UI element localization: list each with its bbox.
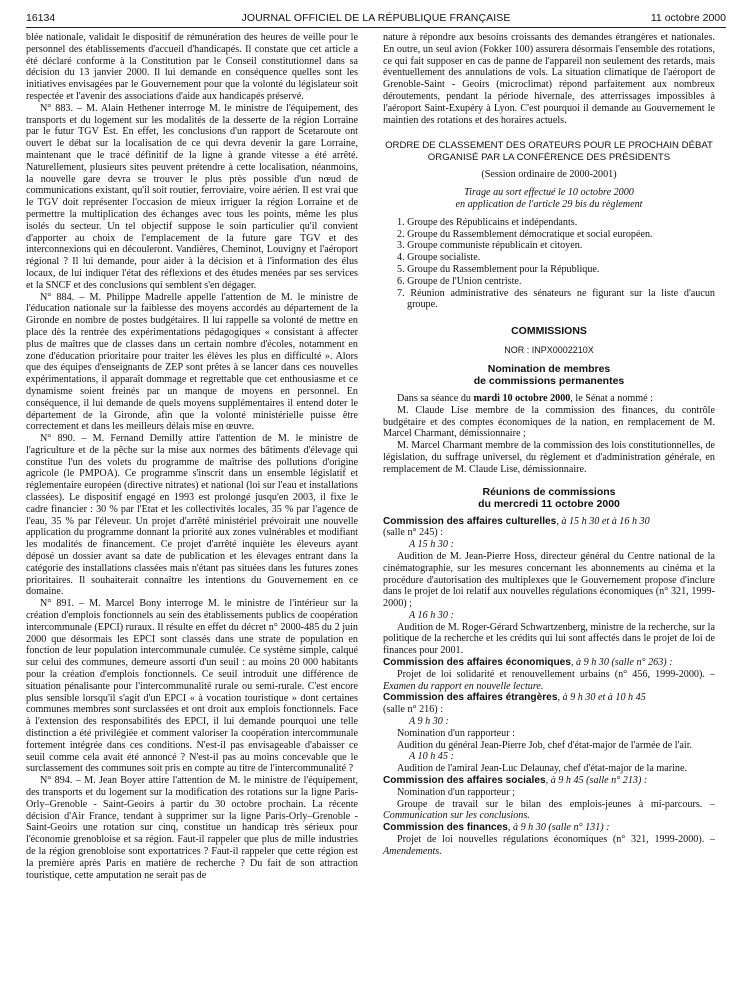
fin-projet: Projet de loi nouvelles régulations économiques (n° 321, 1999-2000). – Amendements. bbox=[383, 834, 715, 857]
eco-projet: Projet de loi solidarité et renouvellement urbains (n° 456, 1999-2000). – Examen du rapport en nouvelle lecture. bbox=[383, 668, 715, 692]
member-nomination: M. Claude Lise membre de la commission des finances, du contrôle budgétaire et des comptes économiques de la nation, en remplacement de M. Marcel Charmant, démissionnaire ; bbox=[383, 404, 715, 440]
list-item: 4. Groupe socialiste. bbox=[397, 252, 481, 264]
audition-delaunay: Audition de l'amiral Jean-Luc Delaunay, chef d'état-major de la marine. bbox=[397, 763, 688, 775]
journal-title: JOURNAL OFFICIEL DE LA RÉPUBLIQUE FRANÇAISE bbox=[241, 12, 511, 24]
question-890: N° 890. – M. Fernand Demilly attire l'attention de M. le ministre de l'agriculture et de la pêche sur la mise aux normes des bâtiments d'élevage qui constitue l'un des volets du programme de maîtrise des pollutions d'origine agricole (le PMPOA). Ce programme s'inscrit dans un ensemble législatif et réglementaire européen (directive nitrates) et national (loi sur l'eau et installations classées). Le dispositif engagé en 1993 est prolongé jusqu'en 2003, il fixe le cadre financier : 30 % par l'Etat et les collectivités locales, 35 % par l'agence de l'eau, 35 % par l'éleveur. Un projet d'arrêté ministériel prévoirait une nouvelle application du programme donnant la priorité aux zones vulnérables et modifiant les modalités de financement. Ce projet d'arrêté inquiète les éleveurs ayant déposé un dossier avant sa date de publication et les élevages entrant dans la catégorie des installations classées mais n'étant pas situées dans les futures zones prioritaires. Il souhaiterait connaître les intentions du Gouvernement en ce domaine. bbox=[26, 433, 358, 598]
commission-sociales: Commission des affaires sociales, à 9 h 45 (salle n° 213) : bbox=[383, 775, 648, 787]
question-884: N° 884. – M. Philippe Madrelle appelle l'attention de M. le ministre de l'éducation nationale sur la faiblesse des moyens accordés au département de la Gironde en nombre de postes budgétaires. Il lui rappelle sa volonté de mettre en place dès la rentrée des expérimentations pédagogiques « consistant à affecter plus de maîtres que de classes dans un certain nombre d'écoles, notamment en zone d'éducation prioritaire pour traiter les élèves les plus en difficulté ». Alors que des équipes d'enseignants de ZEP sont prêtes à se lancer dans ces nouvelles expérimentations, il apparaît dommage et regrettable que cet enthousiasme et ce dynamisme soient freinés par un manque de moyens en personnel. En conséquence, il lui demande de quels moyens supplémentaires il entend doter le département de la Gironde, afin que la volonté ministérielle puisse être correctement et dans les meilleurs délais mise en œuvre. bbox=[26, 291, 358, 433]
groups-list bbox=[383, 217, 715, 311]
time-label: A 9 h 30 : bbox=[409, 716, 449, 728]
issue-date: 11 octobre 2000 bbox=[650, 12, 726, 24]
question-883: N° 883. – M. Alain Hethener interroge M. le ministre de l'équipement, des transports et du logement sur les modalités de la desserte de la région Lorraine par le futur TGV Est. En effet, les conclusions d'un rapport de Scetaroute ont ouvert le débat sur la localisation de ce qui devra devenir la gare Lorraine, maintenant que le tracé définitif de la ligne à grande vitesse a été arrêté. Naturellement, plusieurs sites peuvent prétendre à cette localisation, néanmoins, la nouvelle gare devra se trouver le plus près possible d'un nœud de communications existant, qu'il soit routier, ferroviaire, voire aérien. Il est vrai que le TGV doit représenter l'occasion de mieux irriguer la région Lorraine et de permettre la multiplication des échanges avec tous les points, même les plus isolés du secteur. Un tel objectif suppose le soin particulier qu'il convient d'apporter au choix de l'emplacement de la future gare TGV et des interconnexions qui en découleront. Vandières, Cheminot, Louvigny et l'aéroport régional ? Il lui demande, pour aider à la décision et à l'information des élus locaux, de lui indiquer l'état des réflexions et des études menées par ses services et la SNCF et des conclusions qui semblent s'en dégager. bbox=[26, 102, 358, 291]
reunions-heading-2: du mercredi 11 octobre 2000 bbox=[478, 497, 620, 510]
list-item: 3. Groupe communiste républicain et citoyen. bbox=[397, 240, 583, 252]
nomination-rapporteur: Nomination d'un rapporteur : bbox=[397, 727, 515, 739]
time-label: A 16 h 30 : bbox=[409, 609, 454, 621]
list-item: 5. Groupe du Rassemblement pour la République. bbox=[397, 263, 600, 275]
paragraph: blée nationale, validait le dispositif de rémunération des heures de veille pour le personnel des établissements d'accueil d'handicapés. Il constate que cet article a été déclaré conforme à la Constitution par le Conseil constitutionnel dans sa décision du 13 janvier 2000. Il lui demande en conséquence quelles sont les initiatives envisagées par le Gouvernement pour que la volonté du législateur soit respectée et l'avenir des associations d'aide aux handicapés préservé. bbox=[26, 32, 358, 102]
question-894: N° 894. – M. Jean Boyer attire l'attention de M. le ministre de l'équipement, des transports et du logement sur la modification des rotations sur la ligne Paris-Orly–Grenoble - Saint-Geoirs à partir du 30 octobre prochain. La récente décision d'Air France, tendant à supprimer sur la ligne Paris-Orly–Grenoble - Saint-Geoirs une rotation sur cinq, constitue un handicap très sérieux pour l'économie grenobloise et sa région. Faut-il rappeler que plus de mille industries de la région grenobloise sont exportatrices ? Faut-il rappeler que cette région est la première après Paris en matière de recherche ? Du fait de son attraction touristique, cette amputation ne serait pas de bbox=[26, 775, 358, 881]
list-item: 7. Réunion administrative des sénateurs ne figurant sur la liste d'aucun groupe. bbox=[397, 287, 715, 311]
soc-groupe: Groupe de travail sur le bilan des emplois-jeunes à mi-parcours. – Communication sur les conclusions. bbox=[383, 798, 715, 822]
commission-economiques: Commission des affaires économiques, à 9 h 30 (salle n° 263) : bbox=[383, 657, 673, 669]
paragraph: nature à répondre aux besoins croissants des demandes étrangères et nationales. En outre, un seul avion (Fokker 100) assurera désormais l'ensemble des rotations, ce qui fait supposer en cas de panne de l'appareil non seulement des retards, mais éventuellement des annulations de vols. La situation climatique de l'aéroport de Grenoble-Saint - Geoirs (microclimat) répond parfaitement aux nombreux déroutements, pendant la période hivernale, des atterrissages impossibles à l'aéroport Saint-Exupéry à Lyon. C'est pourquoi il demande au Gouvernement le maintien des rotations et des horaires actuels. bbox=[383, 32, 715, 126]
time-label: A 15 h 30 : bbox=[409, 539, 454, 551]
commission-etrangeres: Commission des affaires étrangères, à 9 h 30 et à 10 h 45 bbox=[383, 692, 646, 704]
audition-job: Audition du général Jean-Pierre Job, chef d'état-major de l'armée de l'air. bbox=[397, 739, 693, 751]
commission-finances: Commission des finances, à 9 h 30 (salle n° 131) : bbox=[383, 822, 610, 834]
session-line: (Session ordinaire de 2000-2001) bbox=[481, 169, 617, 181]
reunions-heading-1: Réunions de commissions bbox=[482, 485, 616, 498]
page-header bbox=[26, 12, 726, 28]
list-item: 2. Groupe du Rassemblement démocratique et social européen. bbox=[397, 228, 653, 240]
member-nomination: M. Marcel Charmant membre de la commission des lois constitutionnelles, de législation, du suffrage universel, du règlement et d'administration générale, en remplacement de M. Claude Lise, démissionnaire. bbox=[383, 440, 715, 475]
audition-hoss: Audition de M. Jean-Pierre Hoss, directeur général du Centre national de la cinématographie, sur les mesures concernant les abonnements au cinéma et la procédure d'autorisation des multiplexes que le Gouvernement propose d'inclure dans le projet de loi relatif aux nouvelles régulations économiques (n° 321, 1999-2000) ; bbox=[383, 550, 715, 610]
tirage-line-2: en application de l'article 29 bis du règlement bbox=[455, 198, 643, 210]
nomination-heading-1: Nomination de membres bbox=[487, 362, 611, 375]
left-column bbox=[26, 32, 358, 881]
seance-paragraph: Dans sa séance du mardi 10 octobre 2000, le Sénat a nommé : bbox=[397, 392, 653, 404]
right-column bbox=[383, 32, 715, 858]
list-item: 1. Groupe des Républicains et indépendants. bbox=[397, 216, 578, 228]
commission-culturelles: Commission des affaires culturelles, à 15 h 30 et à 16 h 30 bbox=[383, 515, 650, 527]
commissions-heading: COMMISSIONS bbox=[511, 325, 587, 338]
audition-schwartzenberg: Audition de M. Roger-Gérard Schwartzenberg, ministre de la recherche, sur la politique de la recherche et les crédits qui lui sont affectés dans le projet de loi de finances pour 2001. bbox=[383, 621, 715, 657]
page-number: 16134 bbox=[26, 12, 56, 24]
room-line: (salle n° 216) : bbox=[383, 704, 444, 716]
room-line: (salle n° 245) : bbox=[383, 527, 444, 539]
time-label: A 10 h 45 : bbox=[409, 751, 454, 763]
ordre-title: ORDRE DE CLASSEMENT DES ORATEURS POUR LE PROCHAIN DÉBAT ORGANISÉ PAR LA CONFÉRENCE DES PRÉSIDENTS bbox=[385, 140, 713, 163]
tirage-line-1: Tirage au sort effectué le 10 octobre 2000 bbox=[464, 187, 634, 199]
header-rule bbox=[26, 27, 726, 28]
nomination-rapporteur: Nomination d'un rapporteur ; bbox=[397, 786, 515, 798]
question-891: N° 891. – M. Marcel Bony interroge M. le ministre de l'intérieur sur la création d'emplois fonctionnels au sein des établissements publics de coopération intercommunale (EPCI) ruraux. Il résulte en effet du décret n° 2000-485 du 2 juin 2000 que désormais les EPCI sont classés dans une strate de population en fonction de leur population intercommunale cumulée. Ce système simple, calqué sur celui des communes, demeure assorti d'un seuil : au moins 20 000 habitants pour la création d'emplois fonctionnels. Ce seuil introduit une différence de situation pénalisante pour l'intercommunalité rurale ou semi-rurale. C'est encore plus sensible lorsqu'il s'agit d'un EPCI « à vocation touristique » dont certaines communes membres sont surclassées et ont droit aux emplois fonctionnels. Face à l'extension des responsabilités des EPCI, il lui demande pourquoi une telle distinction a été privilégiée et comment valoriser la coopération intercommunale fortement intégrée dans ces conditions. N'est-il pas envisageable d'abaisser ce seuil comme cela avait été annoncé ? N'est-il pas au moins concevable que le surclassement des communes soit pris en compte au titre de l'intercommunalité ? bbox=[26, 598, 358, 775]
nomination-heading-2: de commissions permanentes bbox=[473, 374, 625, 387]
list-item: 6. Groupe de l'Union centriste. bbox=[397, 275, 522, 287]
nor-reference: NOR : INPX0002210X bbox=[504, 345, 594, 356]
